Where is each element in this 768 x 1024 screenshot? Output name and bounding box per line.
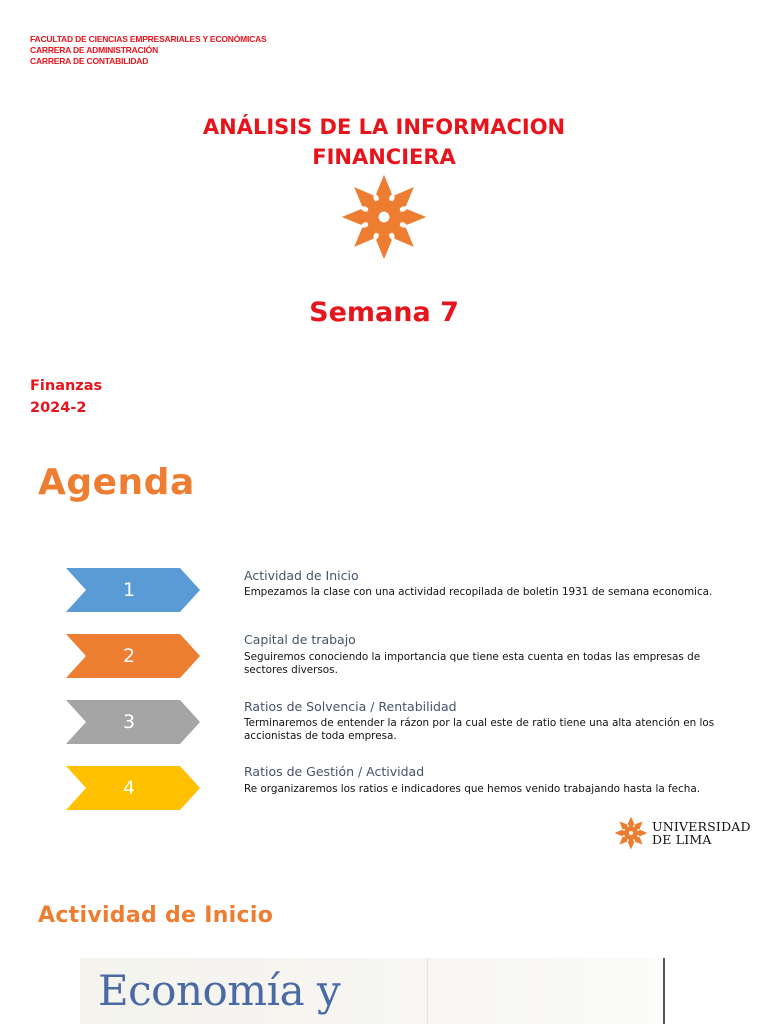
universidad-de-lima-logo	[614, 816, 754, 852]
faculty-line: FACULTAD DE CIENCIAS EMPRESARIALES Y ECONÓMICAS	[30, 34, 267, 44]
agenda-number-2: 2	[122, 645, 136, 667]
agenda-number-1: 1	[122, 579, 136, 601]
faculty-header	[30, 34, 267, 67]
agenda-number-4: 4	[122, 777, 136, 799]
agenda-item-desc-4: Re organizaremos los ratios e indicadores que hemos venido trabajando hasta la fecha.	[244, 783, 701, 795]
agenda-heading: Agenda	[38, 462, 195, 503]
agenda-item-title-1: Actividad de Inicio	[244, 568, 359, 583]
logo-line2: DE LIMA	[652, 832, 712, 847]
logo-line1: UNIVERSIDAD	[652, 819, 751, 834]
career-admin-line: CARRERA DE ADMINISTRACIÓN	[30, 45, 159, 55]
logo-text	[652, 820, 751, 846]
course-term: 2024-2	[30, 400, 87, 416]
career-accounting-line: CARRERA DE CONTABILIDAD	[30, 56, 149, 66]
university-star-icon	[340, 173, 428, 261]
agenda-chevron-4	[66, 766, 202, 810]
magazine-cover-image	[80, 958, 665, 1024]
agenda-item-desc-2: Seguiremos conociendo la importancia que tiene esta cuenta en todas las empresas de sectores diversos.	[244, 651, 701, 676]
agenda-chevron-3	[66, 700, 202, 744]
cover-title-line2: FINANCIERA	[312, 145, 456, 169]
agenda-item-desc-3: Terminaremos de entender la rázon por la cual este de ratio tiene una alta atención en los accionistas de toda empresa.	[244, 717, 715, 742]
course-info	[30, 375, 102, 419]
agenda-item-title-2: Capital de trabajo	[244, 632, 356, 647]
agenda-number-3: 3	[122, 711, 136, 733]
cover-title-line1: ANÁLISIS DE LA INFORMACION	[202, 115, 566, 139]
cover-title	[0, 112, 768, 172]
activity-heading: Actividad de Inicio	[38, 903, 274, 928]
agenda-item-title-4: Ratios de Gestión / Actividad	[244, 764, 425, 779]
agenda-chevron-2	[66, 634, 202, 678]
week-label: Semana 7	[309, 297, 459, 328]
university-star-logo-icon	[614, 816, 648, 850]
agenda-item-title-3: Ratios de Solvencia / Rentabilidad	[244, 699, 457, 714]
agenda-item-desc-1: Empezamos la clase con una actividad recopilada de boletin 1931 de semana economica.	[244, 586, 713, 598]
agenda-chevron-1	[66, 568, 202, 612]
course-name: Finanzas	[30, 378, 103, 394]
magazine-title-text: Economía y	[98, 966, 341, 1015]
image-divider	[427, 958, 428, 1024]
